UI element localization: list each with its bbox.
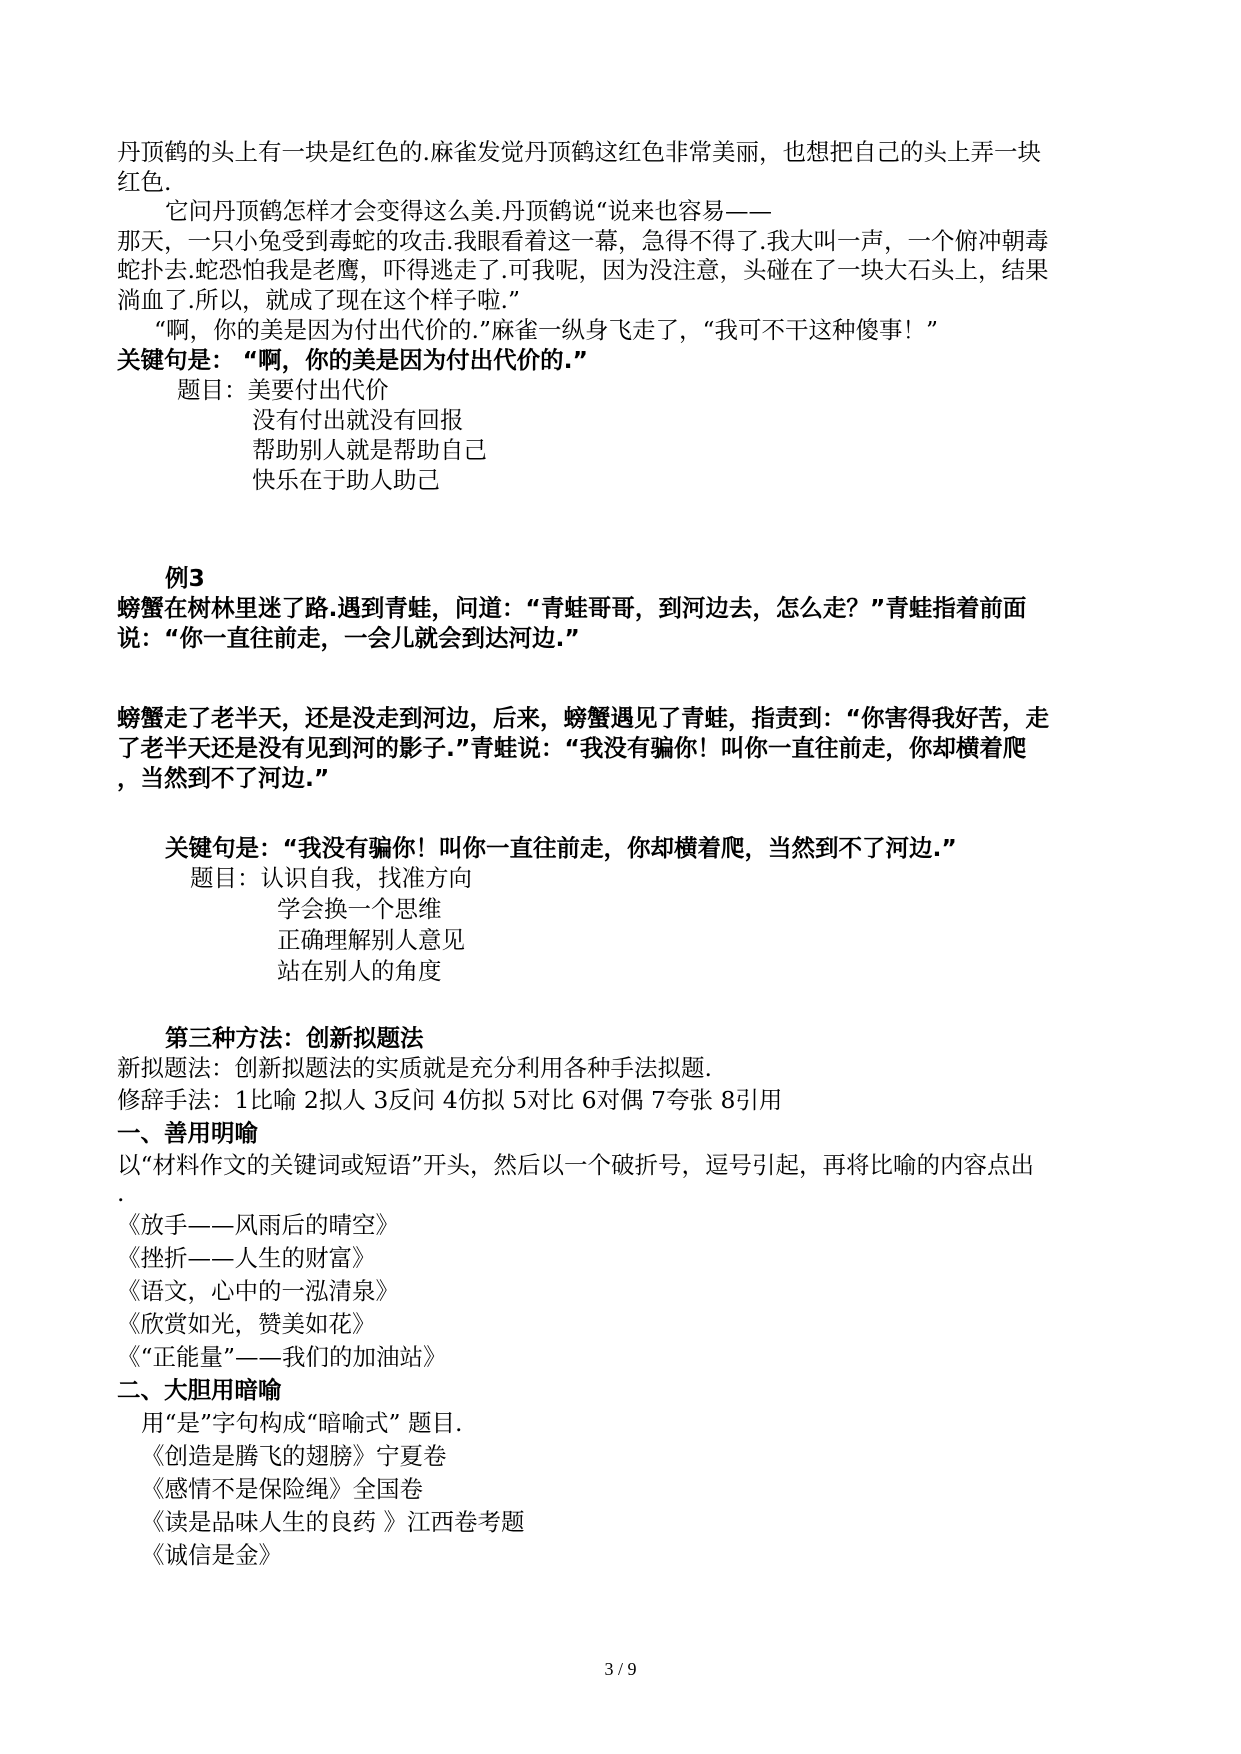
paragraph-line: 它问丹顶鹤怎样才会变得这么美.丹顶鹤说“说来也容易—— <box>165 197 772 225</box>
example-title: 《读是品味人生的良药 》江西卷考题 <box>141 1508 525 1536</box>
title-option: 站在别人的角度 <box>277 957 442 985</box>
paragraph-line: 了老半天还是没有见到河的影子.”青蛙说：“我没有骗你！叫你一直往前走，你却横着爬 <box>117 734 1027 762</box>
title-option: 学会换一个思维 <box>277 895 442 923</box>
example-title: 《挫折——人生的财富》 <box>117 1244 376 1272</box>
paragraph-line: 用“是”字句构成“暗喻式” 题目. <box>141 1409 463 1437</box>
paragraph-line: “啊，你的美是因为付出代价的.”麻雀一纵身飞走了，“我可不干这种傻事！” <box>154 316 939 344</box>
paragraph-line: 那天，一只小兔受到毒蛇的攻击.我眼看着这一幕，急得不得了.我大叫一声，一个俯冲朝毒 <box>117 227 1049 255</box>
key-sentence: 关键句是：“我没有骗你！叫你一直往前走，你却横着爬，当然到不了河边.” <box>165 834 957 862</box>
key-sentence: 关键句是： “啊，你的美是因为付出代价的.” <box>117 346 588 374</box>
example-title: 《语文，心中的一泓清泉》 <box>117 1277 399 1305</box>
title-option: 没有付出就没有回报 <box>252 406 464 434</box>
paragraph-line: 螃蟹在树林里迷了路.遇到青蛙，问道：“青蛙哥哥，到河边去，怎么走？”青蛙指着前面 <box>117 594 1027 622</box>
paragraph-line: 螃蟹走了老半天，还是没走到河边，后来，螃蟹遇见了青蛙，指责到：“你害得我好苦，走 <box>117 704 1049 732</box>
paragraph-line: 红色. <box>117 168 172 196</box>
example-title: 《诚信是金》 <box>141 1541 282 1569</box>
title-option: 帮助别人就是帮助自己 <box>252 436 487 464</box>
paragraph-line: 丹顶鹤的头上有一块是红色的.麻雀发觉丹顶鹤这红色非常美丽，也想把自己的头上弄一块 <box>117 138 1041 166</box>
title-option: 快乐在于助人助己 <box>252 466 440 494</box>
page-number: 3 / 9 <box>604 1659 637 1679</box>
section-heading: 一、善用明喻 <box>117 1119 258 1147</box>
example-title: 《欣赏如光，赞美如花》 <box>117 1310 376 1338</box>
example-title: 《“正能量”——我们的加油站》 <box>117 1343 447 1371</box>
paragraph-line: 蛇扑去.蛇恐怕我是老鹰，吓得逃走了.可我呢，因为没注意，头碰在了一块大石头上，结果 <box>117 256 1049 284</box>
paragraph-line: ，当然到不了河边.” <box>117 764 330 792</box>
example-title: 《放手——风雨后的晴空》 <box>117 1211 399 1239</box>
paragraph-line: 以“材料作文的关键词或短语”开头，然后以一个破折号，逗号引起，再将比喻的内容点出 <box>117 1151 1035 1179</box>
paragraph-line: 说：“你一直往前走，一会儿就会到达河边.” <box>117 624 580 652</box>
paragraph-line: . <box>117 1179 125 1207</box>
paragraph-line: 修辞手法：1比喻 2拟人 3反问 4仿拟 5对比 6对偶 7夸张 8引用 <box>117 1086 783 1114</box>
paragraph-line: 新拟题法：创新拟题法的实质就是充分利用各种手法拟题. <box>117 1054 712 1082</box>
example-heading: 例3 <box>165 564 205 592</box>
title-option: 正确理解别人意见 <box>277 926 465 954</box>
section-heading: 二、大胆用暗喻 <box>117 1376 282 1404</box>
method-heading: 第三种方法：创新拟题法 <box>165 1024 424 1052</box>
title-label: 题目：认识自我，找准方向 <box>190 864 472 892</box>
title-label: 题目：美要付出代价 <box>177 376 389 404</box>
example-title: 《感情不是保险绳》全国卷 <box>141 1475 423 1503</box>
example-title: 《创造是腾飞的翅膀》宁夏卷 <box>141 1442 447 1470</box>
paragraph-line: 淌血了.所以，就成了现在这个样子啦.” <box>117 286 520 314</box>
